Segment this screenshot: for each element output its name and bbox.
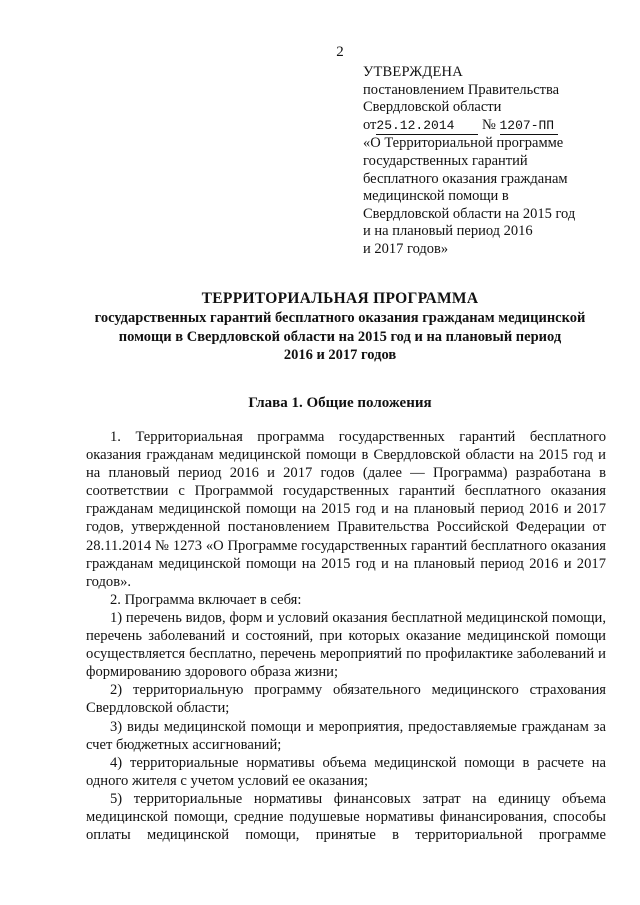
chapter-heading: Глава 1. Общие положения <box>248 395 432 411</box>
paragraph: 2. Программа включает в себя: <box>110 591 302 608</box>
approval-doc-line: государственных гарантий <box>363 152 528 169</box>
approval-doc-line: Свердловской области на 2015 год <box>363 205 576 222</box>
paragraph: 1. Территориальная программа государственных гарантий бесплатного оказания гражданам медицинской помощи в Свердловской области на 2015 год и на плановый период 2016 и 2017 годов (далее — Программа) разработана в соответствии с Программой государственных гарантий бесплатного оказания гражданам медицинской помощи на 2015 год и на плановый период 2016 и 2017 годов, утвержденной постановлением Правительства Российской Федерации от 28.11.2014 № 1273 «О Программе государственных гарантий бесплатного оказания гражданам медицинской помощи на 2015 год и на плановый период 2016 и 2017 годов». <box>86 429 606 590</box>
title-sub-line: государственных гарантий бесплатного оказания гражданам медицинской <box>94 310 586 326</box>
title-sub-line: помощи в Свердловской области на 2015 год и на плановый период <box>118 328 562 345</box>
date-blank <box>376 117 478 136</box>
paragraph: 4) территориальные нормативы объема медицинской помощи в расчете на одного жителя с учетом условий ее оказания; <box>86 754 606 789</box>
paragraph: 2) территориальную программу обязательного медицинского страхования Свердловской области; <box>86 682 606 717</box>
paragraph: 3) виды медицинской помощи и мероприятия, предоставляемые гражданам за счет бюджетных ассигнований; <box>86 718 606 753</box>
approval-doc-line: и 2017 годов» <box>363 240 449 257</box>
approval-stamp <box>363 64 613 259</box>
date-prefix: от <box>363 116 377 133</box>
approval-heading: УТВЕРЖДЕНА <box>363 64 463 80</box>
approval-date-line <box>363 117 613 136</box>
paragraph: 5) территориальные нормативы финансовых затрат на единицу объема медицинской помощи, средние подушевые нормативы финансирования, способы оплаты медицинской помощи, принятые в территориальной программе <box>86 790 606 844</box>
title-sub-line: 2016 и 2017 годов <box>283 347 397 363</box>
document-body <box>86 428 606 844</box>
number-prefix: № <box>482 116 496 133</box>
approval-doc-line: медицинской помощи в <box>363 188 509 205</box>
approval-doc-line: и на плановый период 2016 <box>363 223 533 240</box>
approval-line: постановлением Правительства <box>363 81 560 98</box>
document-title <box>70 289 610 365</box>
number-blank <box>500 117 558 136</box>
page-number: 2 <box>336 44 344 60</box>
approval-number: 1207-ПП <box>499 117 555 133</box>
approval-line: Свердловской области <box>363 99 502 116</box>
approval-doc-line: бесплатного оказания гражданам <box>363 170 568 187</box>
approval-doc-line: «О Территориальной программе <box>363 135 564 152</box>
title-main: ТЕРРИТОРИАЛЬНАЯ ПРОГРАММА <box>201 290 479 307</box>
approval-date: 25.12.2014 <box>376 117 455 133</box>
paragraph: 1) перечень видов, форм и условий оказания бесплатной медицинской помощи, перечень заболеваний и состояний, при которых оказание медицинской помощи осуществляется бесплатно, перечень мероприятий по профилактике заболеваний и формированию здорового образа жизни; <box>86 609 606 681</box>
